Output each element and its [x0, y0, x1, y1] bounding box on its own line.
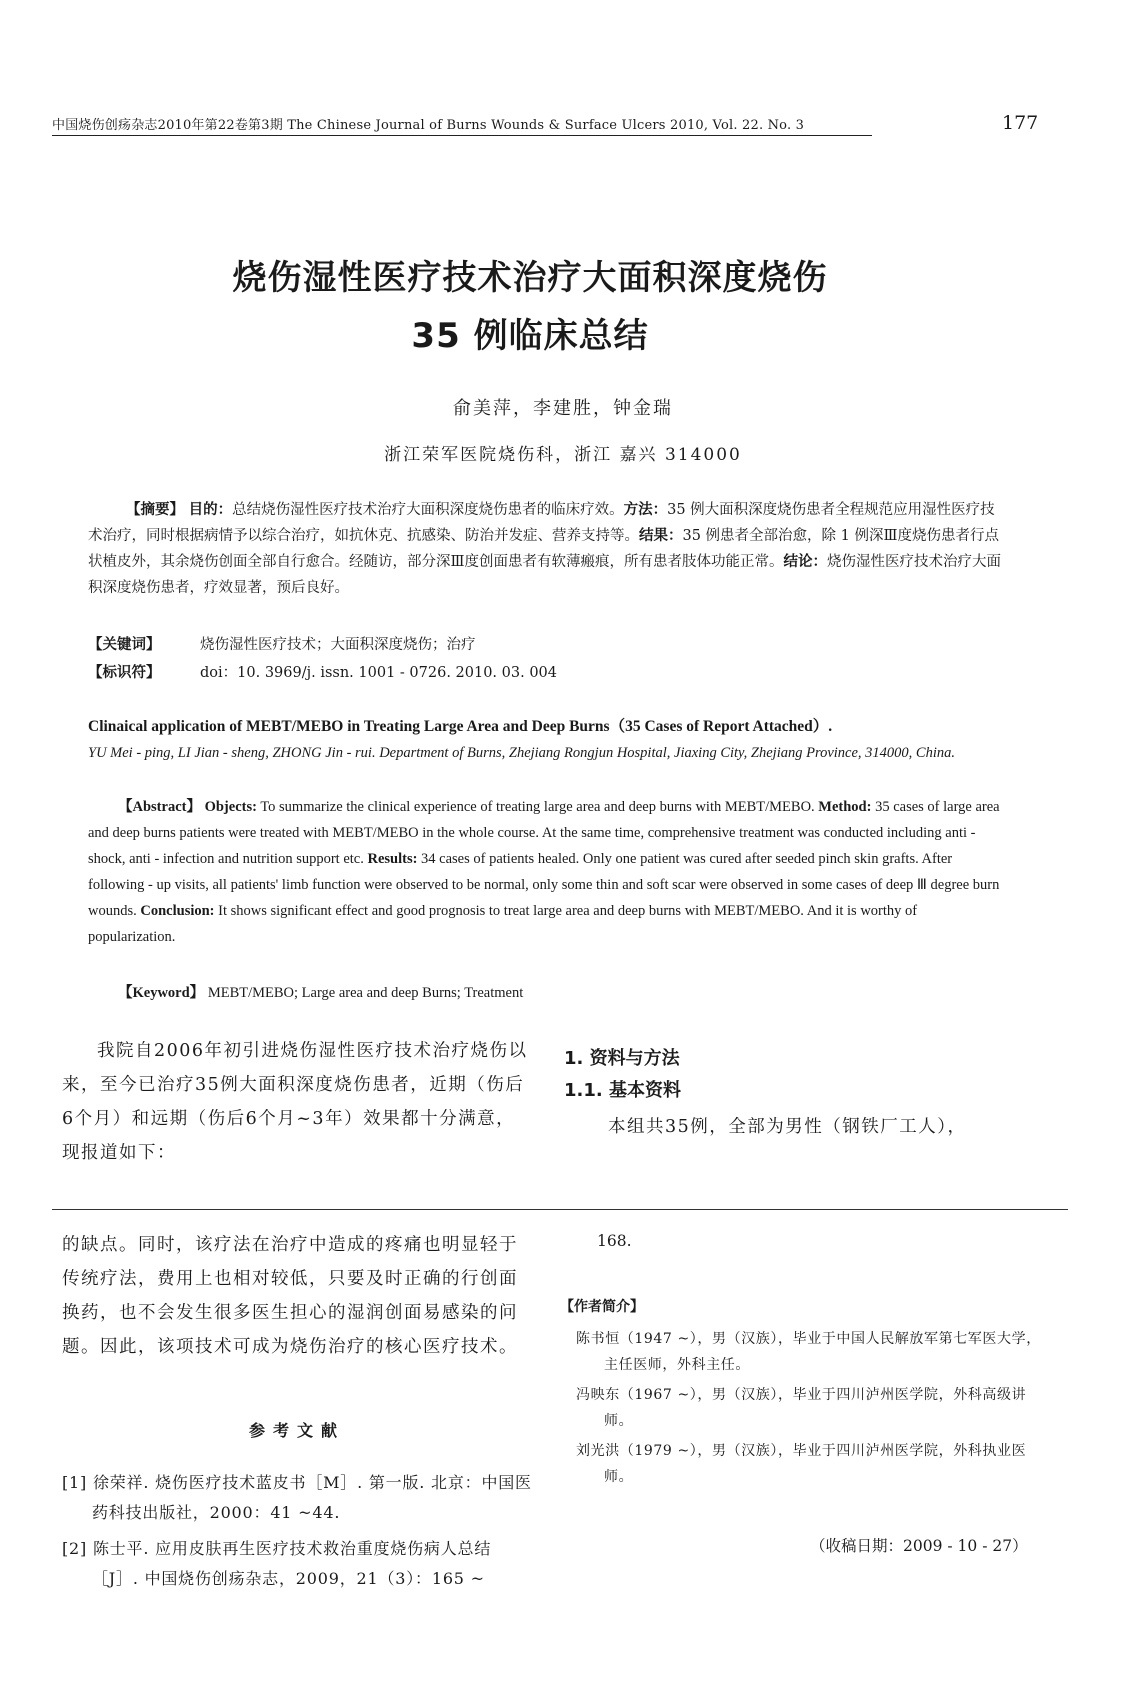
- abstract-tag: 【摘要】: [126, 502, 184, 518]
- chinese-abstract: [88, 497, 1006, 601]
- objects-text: To summarize the clinical experience of treating large area and deep burns with MEBT/MEBO.: [260, 799, 815, 815]
- page-number: 177: [1002, 112, 1039, 134]
- results-text: 35 例患者全部治愈，除 1 例深Ⅲ度烧伤患者行点状植皮外，其余烧伤创面全部自行愈合。经随访，部分深Ⅲ度创面患者有软薄瘢痕，所有患者肢体功能正常。: [88, 528, 999, 570]
- received-date: （收稿日期：2009 - 10 - 27）: [810, 1537, 1028, 1555]
- english-abstract: [88, 794, 1006, 950]
- results-label: 结果：: [639, 528, 683, 544]
- author-bio-item: 冯映东（1967 ~），男（汉族），毕业于四川泸州医学院，外科高级讲师。: [576, 1387, 1027, 1429]
- section-heading-1: 1. 资料与方法: [564, 1048, 680, 1069]
- english-title: Clinaical application of MEBT/MEBO in Treating Large Area and Deep Burns（35 Cases of Report Attached）.: [88, 718, 833, 735]
- continued-paragraph: 的缺点。同时，该疗法在治疗中造成的疼痛也明显轻于传统疗法，费用上也相对较低，只要及时正确的行创面换药，也不会发生很多医生担心的湿润创面易感染的问题。因此，该项技术可成为烧伤治疗的核心医疗技术。: [62, 1235, 518, 1357]
- english-keyword-text: MEBT/MEBO; Large area and deep Burns; Treatment: [207, 985, 524, 1001]
- doi-row: [88, 660, 1006, 686]
- running-head: 中国烧伤创疡杂志2010年第22卷第3期 The Chinese Journal of Burns Wounds & Surface Ulcers 2010, Vol. 22. No. 3: [52, 114, 872, 136]
- objective-text: 总结烧伤湿性医疗技术治疗大面积深度烧伤患者的临床疗效。: [232, 502, 624, 518]
- affiliation: 浙江荣军医院烧伤科，浙江 嘉兴 314000: [384, 445, 742, 465]
- keywords-tag: 【关键词】: [88, 637, 161, 653]
- method-label: 方法：: [623, 502, 668, 518]
- article-title-line2: 35 例临床总结: [411, 316, 649, 356]
- author-bio-heading: 【作者简介】: [560, 1299, 644, 1315]
- page-divider: [52, 1209, 1068, 1210]
- intro-paragraph: 我院自2006年初引进烧伤湿性医疗技术治疗烧伤以来，至今已治疗35例大面积深度烧伤患者，近期（伤后6个月）和远期（伤后6个月~3年）效果都十分满意，现报道如下：: [62, 1041, 528, 1163]
- results-label-en: Results:: [367, 851, 418, 867]
- reference-continuation: 168.: [597, 1232, 632, 1250]
- author-bio-item: 陈书恒（1947 ~），男（汉族），毕业于中国人民解放军第七军医大学，主任医师，外科主任。: [576, 1331, 1041, 1373]
- method-text-en: 35 cases of large area and deep burns patients were treated with MEBT/MEBO in the whole course. At the same time, comprehensive treatment was conducted including anti - shock, anti - infection and nutrition support etc.: [88, 799, 1000, 867]
- doi-text: doi：10. 3969/j. issn. 1001 - 0726. 2010. 03. 004: [200, 665, 557, 681]
- objective-label: 目的：: [188, 502, 233, 518]
- keywords-row: [88, 632, 1006, 658]
- conclusion-label: 结论：: [783, 554, 827, 570]
- objects-label: Objects:: [204, 799, 257, 815]
- section-heading-1-1: 1.1. 基本资料: [564, 1080, 681, 1101]
- doi-tag: 【标识符】: [88, 665, 161, 681]
- reference-item: [2] 陈士平. 应用皮肤再生医疗技术救治重度烧伤病人总结［J］. 中国烧伤创疡杂志，2009，21（3）：165 ~: [62, 1539, 492, 1588]
- authors: 俞美萍，李建胜，钟金瑞: [453, 398, 673, 419]
- article-title-line1: 烧伤湿性医疗技术治疗大面积深度烧伤: [232, 258, 828, 298]
- reference-item: [1] 徐荣祥. 烧伤医疗技术蓝皮书［M］. 第一版. 北京：中国医药科技出版社，2000：41 ~44.: [62, 1473, 532, 1522]
- english-keywords: [88, 980, 1006, 1006]
- section-1-1-text: 本组共35例，全部为男性（钢铁厂工人），: [608, 1117, 967, 1137]
- method-text: 35 例大面积深度烧伤患者全程规范应用湿性医疗技术治疗，同时根据病情予以综合治疗，如抗休克、抗感染、防治并发症、营养支持等。: [88, 502, 995, 544]
- english-authors: YU Mei - ping, LI Jian - sheng, ZHONG Jin - rui. Department of Burns, Zhejiang Rongjun Hospital, Jiaxing City, Zhejiang Province, 314000, China.: [88, 745, 955, 761]
- author-bio-item: 刘光洪（1979 ~），男（汉族），毕业于四川泸州医学院，外科执业医师。: [576, 1443, 1027, 1485]
- keywords-text: 烧伤湿性医疗技术；大面积深度烧伤；治疗: [200, 637, 476, 653]
- conclusion-text: 烧伤湿性医疗技术治疗大面积深度烧伤患者，疗效显著，预后良好。: [88, 554, 1001, 596]
- references-heading: 参考文献: [248, 1421, 345, 1440]
- method-label-en: Method:: [818, 799, 872, 815]
- english-abstract-tag: 【Abstract】: [118, 799, 201, 815]
- conclusion-label-en: Conclusion:: [140, 903, 215, 919]
- conclusion-text-en: It shows significant effect and good prognosis to treat large area and deep burns with MEBT/MEBO. And it is worthy of popularization.: [88, 903, 918, 945]
- english-keyword-tag: 【Keyword】: [118, 985, 205, 1001]
- results-text-en: 34 cases of patients healed. Only one patient was cured after seeded pinch skin grafts. After following - up visits, all patients' limb function were observed to be normal, only some thin and soft scar were observed in some cases of deep Ⅲ degree burn wounds.: [88, 851, 1000, 919]
